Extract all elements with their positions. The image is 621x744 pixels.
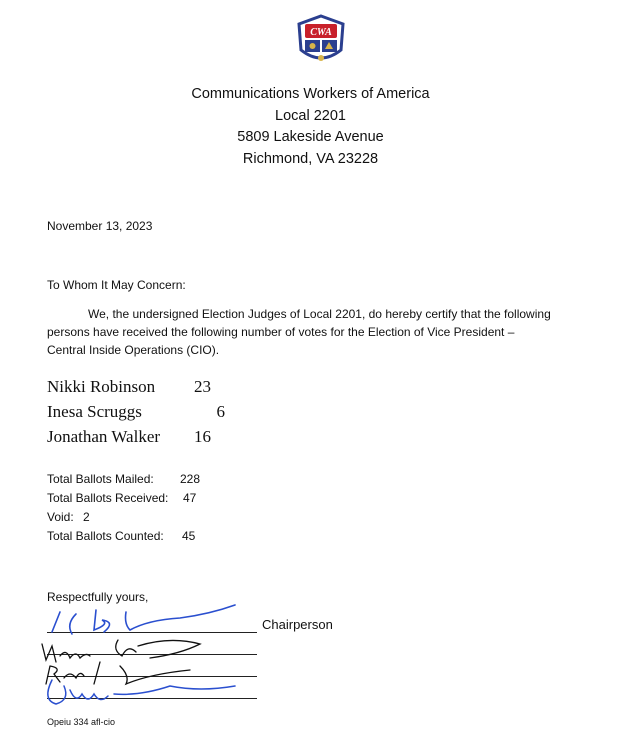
handwritten-signatures <box>30 600 260 710</box>
org-name: Communications Workers of America <box>191 86 430 102</box>
totals-value: 47 <box>183 491 197 505</box>
totals-label: Total Ballots Received: <box>47 491 169 505</box>
signature-judge-2 <box>46 662 190 684</box>
city-state-zip: Richmond, VA 23228 <box>242 150 379 167</box>
local-number: Local 2201 <box>275 107 346 124</box>
totals-row <box>47 527 196 546</box>
totals-label: Total Ballots Mailed: <box>47 472 154 486</box>
candidate-row <box>47 424 227 449</box>
totals-value: 2 <box>83 510 90 524</box>
totals-row <box>47 508 168 527</box>
signature-judge-1 <box>42 640 200 662</box>
chairperson-label: Chairperson <box>262 617 333 632</box>
totals-label: Void: <box>47 510 74 524</box>
candidate-name: Nikki Robinson <box>47 377 156 396</box>
closing: Respectfully yours, <box>47 590 149 604</box>
certification-paragraph <box>47 305 572 359</box>
letter-date: November 13, 2023 <box>47 219 153 233</box>
signature-chairperson <box>52 605 235 634</box>
candidate-name: Inesa Scruggs <box>47 402 142 421</box>
body-line-2: persons have received the following number of votes for the Election of Vice President – <box>47 325 515 339</box>
ballot-totals <box>47 470 201 546</box>
totals-label: Total Ballots Counted: <box>47 529 164 543</box>
vote-results <box>47 374 227 449</box>
svg-text:CWA: CWA <box>310 27 332 38</box>
street-address: 5809 Lakeside Avenue <box>237 129 384 145</box>
totals-value: 228 <box>180 472 201 486</box>
letterhead <box>0 84 621 170</box>
totals-row <box>47 489 197 508</box>
candidate-name: Jonathan Walker <box>47 427 161 446</box>
candidate-votes: 23 <box>194 377 211 396</box>
candidate-row <box>47 374 227 399</box>
cwa-logo <box>295 14 347 68</box>
candidate-votes: 6 <box>216 402 225 421</box>
totals-value: 45 <box>182 529 196 543</box>
signature-judge-3 <box>48 680 235 704</box>
salutation: To Whom It May Concern: <box>47 278 186 292</box>
body-line-1: We, the undersigned Election Judges of Local 2201, do hereby certify that the following <box>88 307 551 321</box>
candidate-row <box>47 399 227 424</box>
candidate-votes: 16 <box>194 427 211 446</box>
body-line-3: Central Inside Operations (CIO). <box>47 343 220 357</box>
union-label: Opeiu 334 afl-cio <box>47 717 116 727</box>
totals-row <box>47 470 201 489</box>
